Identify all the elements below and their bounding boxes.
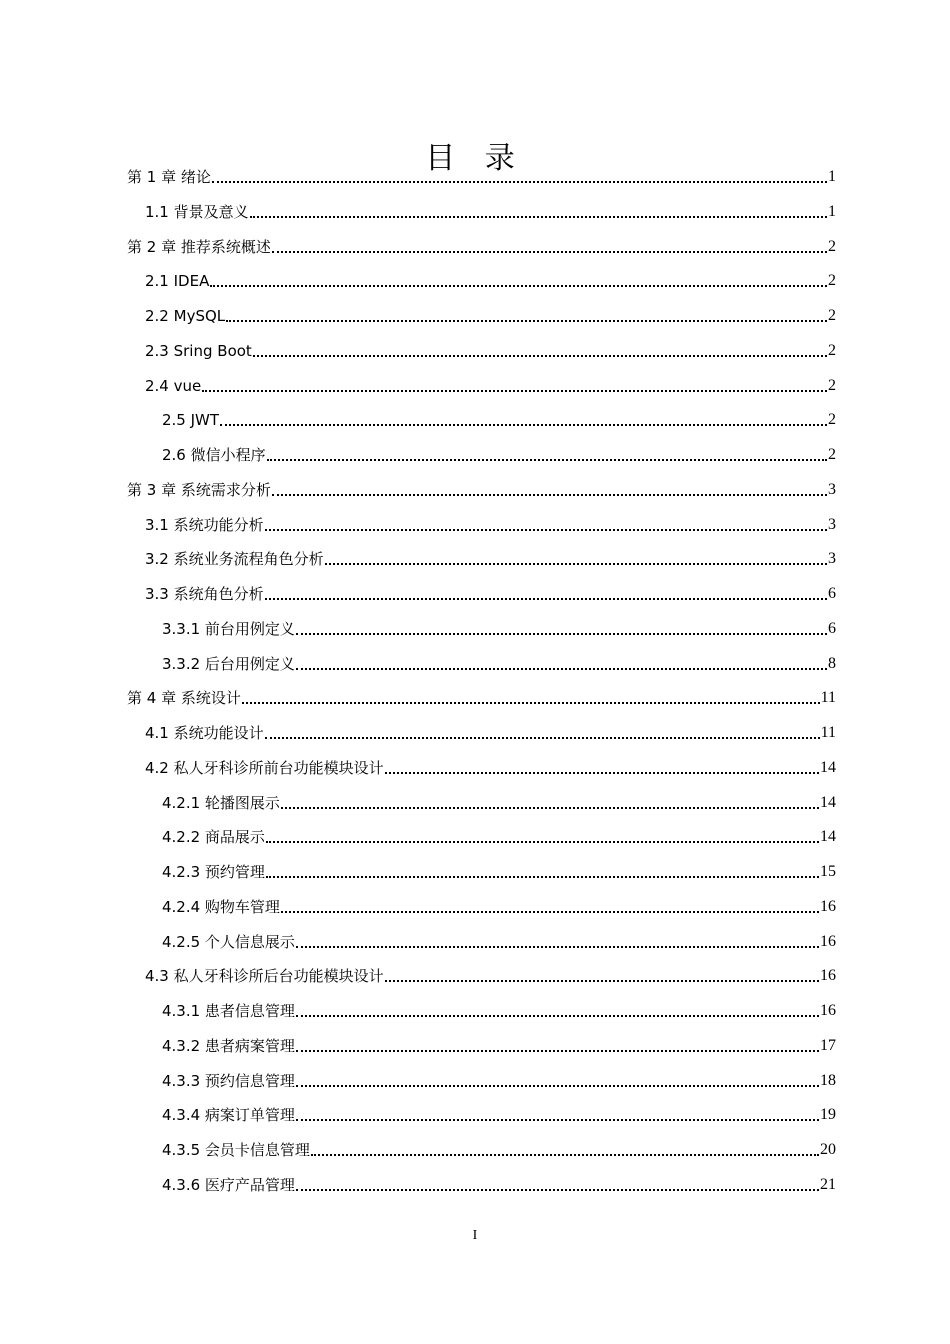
toc-entry-title: 4.2 私人牙科诊所前台功能模块设计 bbox=[145, 758, 384, 777]
toc-entry[interactable] bbox=[162, 819, 836, 853]
toc-entry[interactable] bbox=[162, 1132, 836, 1166]
toc-entry-page: 16 bbox=[820, 897, 836, 915]
toc-entry-title: 3.3.1 前台用例定义 bbox=[162, 619, 295, 638]
toc-entry[interactable] bbox=[127, 229, 836, 263]
toc-entry-title: 4.2.1 轮播图展示 bbox=[162, 793, 280, 812]
toc-entry-page: 2 bbox=[828, 376, 836, 394]
toc-entry[interactable] bbox=[145, 576, 836, 610]
toc-entry[interactable] bbox=[145, 333, 836, 367]
toc-entry-page: 17 bbox=[820, 1036, 836, 1054]
toc-entry-title: 3.3.2 后台用例定义 bbox=[162, 654, 295, 673]
page-title: 目 录 bbox=[425, 141, 525, 177]
toc-dot-leader bbox=[265, 737, 820, 739]
toc-entry-title: 4.3.1 患者信息管理 bbox=[162, 1002, 295, 1020]
toc-entry-page: 11 bbox=[820, 724, 836, 741]
toc-entry-title: 4.3.6 医疗产品管理 bbox=[162, 1175, 295, 1194]
toc-dot-leader bbox=[253, 355, 827, 357]
page-number: I bbox=[472, 1228, 478, 1243]
toc-entry-page: 1 bbox=[828, 168, 836, 185]
toc-dot-leader bbox=[220, 424, 827, 426]
toc-entry[interactable] bbox=[145, 368, 836, 402]
toc-entry[interactable] bbox=[145, 715, 836, 749]
toc-entry-page: 2 bbox=[828, 341, 836, 359]
toc-entry-title: 2.6 微信小程序 bbox=[162, 446, 266, 464]
toc-dot-leader bbox=[385, 980, 819, 982]
toc-entry[interactable] bbox=[145, 958, 836, 992]
toc-dot-leader bbox=[281, 911, 819, 913]
toc-entry-title: 3.3 系统角色分析 bbox=[145, 585, 264, 603]
toc-dot-leader bbox=[266, 841, 819, 843]
toc-dot-leader bbox=[202, 390, 827, 392]
toc-entry-page: 16 bbox=[820, 932, 836, 950]
toc-entry[interactable] bbox=[162, 402, 836, 436]
toc-entry-page: 6 bbox=[828, 619, 836, 637]
toc-entry-title: 4.3.3 预约信息管理 bbox=[162, 1071, 295, 1090]
toc-entry-title: 4.3 私人牙科诊所后台功能模块设计 bbox=[145, 967, 384, 986]
toc-entry-title: 3.1 系统功能分析 bbox=[145, 515, 264, 534]
toc-entry[interactable] bbox=[145, 507, 836, 541]
toc-entry-title: 第 3 章 系统需求分析 bbox=[127, 480, 271, 499]
toc-entry-title: 4.3.2 患者病案管理 bbox=[162, 1036, 295, 1055]
toc-entry-page: 11 bbox=[820, 689, 836, 707]
toc-entry-title: 4.1 系统功能设计 bbox=[145, 724, 264, 742]
toc-dot-leader bbox=[250, 216, 827, 218]
toc-entry[interactable] bbox=[162, 1167, 836, 1201]
toc-dot-leader bbox=[210, 285, 827, 287]
toc-dot-leader bbox=[242, 702, 820, 704]
toc-dot-leader bbox=[281, 807, 819, 809]
toc-entry[interactable] bbox=[127, 159, 836, 193]
toc-entry[interactable] bbox=[162, 646, 836, 680]
toc-entry-title: 4.2.2 商品展示 bbox=[162, 828, 265, 847]
toc-entry-title: 2.2 MySQL bbox=[145, 307, 226, 325]
toc-entry-page: 18 bbox=[820, 1071, 836, 1089]
toc-entry[interactable] bbox=[162, 1097, 836, 1131]
toc-dot-leader bbox=[266, 876, 819, 878]
toc-dot-leader bbox=[212, 181, 827, 183]
toc-entry-title: 4.3.5 会员卡信息管理 bbox=[162, 1141, 310, 1159]
toc-entry-page: 16 bbox=[820, 1002, 836, 1019]
toc-entry-page: 8 bbox=[828, 654, 836, 672]
toc-entry-page: 19 bbox=[820, 1106, 836, 1124]
toc-entry[interactable] bbox=[127, 472, 836, 506]
toc-entry[interactable] bbox=[162, 1028, 836, 1062]
toc-entry-title: 第 1 章 绪论 bbox=[127, 168, 211, 186]
toc-entry-title: 2.4 vue bbox=[145, 376, 202, 395]
toc-dot-leader bbox=[296, 946, 819, 948]
toc-dot-leader bbox=[325, 563, 827, 565]
toc-entry-title: 4.2.5 个人信息展示 bbox=[162, 932, 295, 951]
toc-entry-page: 1 bbox=[828, 202, 836, 220]
toc-entry-page: 3 bbox=[828, 515, 836, 533]
toc-entry-page: 3 bbox=[828, 480, 836, 498]
toc-entry-page: 14 bbox=[820, 793, 836, 811]
toc-entry-title: 2.5 JWT bbox=[162, 411, 220, 430]
toc-entry-title: 3.2 系统业务流程角色分析 bbox=[145, 550, 324, 569]
toc-entry-page: 16 bbox=[820, 967, 836, 985]
toc-entry-page: 3 bbox=[828, 550, 836, 568]
toc-dot-leader bbox=[296, 1189, 819, 1191]
toc-entry-page: 14 bbox=[820, 828, 836, 846]
toc-entry-page: 2 bbox=[828, 446, 836, 463]
toc-entry-page: 2 bbox=[828, 307, 836, 324]
toc-entry-page: 15 bbox=[820, 863, 836, 880]
toc-entry-title: 4.2.4 购物车管理 bbox=[162, 897, 280, 916]
toc-entry[interactable] bbox=[127, 680, 836, 714]
toc-entry[interactable] bbox=[162, 854, 836, 888]
toc-dot-leader bbox=[296, 1050, 819, 1052]
toc-dot-leader bbox=[296, 633, 827, 635]
toc-entry-title: 第 4 章 系统设计 bbox=[127, 689, 241, 708]
toc-dot-leader bbox=[385, 772, 819, 774]
toc-entry[interactable] bbox=[162, 889, 836, 923]
toc-entry-title: 2.3 Sring Boot bbox=[145, 341, 252, 360]
toc-dot-leader bbox=[226, 320, 827, 322]
toc-dot-leader bbox=[265, 529, 827, 531]
toc-entry-page: 2 bbox=[828, 411, 836, 429]
toc-entry[interactable] bbox=[162, 785, 836, 819]
toc-entry[interactable] bbox=[145, 263, 836, 297]
toc-entry[interactable] bbox=[162, 924, 836, 958]
toc-entry-title: 4.2.3 预约管理 bbox=[162, 863, 265, 881]
toc-dot-leader bbox=[272, 494, 827, 496]
toc-entry[interactable] bbox=[162, 993, 836, 1027]
toc-entry-page: 2 bbox=[828, 272, 836, 290]
toc-entry-title: 4.3.4 病案订单管理 bbox=[162, 1106, 295, 1125]
toc-entry-title: 第 2 章 推荐系统概述 bbox=[127, 237, 271, 256]
toc-entry[interactable] bbox=[145, 298, 836, 332]
toc-dot-leader bbox=[296, 668, 827, 670]
toc-entry-page: 6 bbox=[828, 585, 836, 602]
toc-entry[interactable] bbox=[145, 194, 836, 228]
toc-entry-title: 1.1 背景及意义 bbox=[145, 202, 249, 221]
toc-dot-leader bbox=[272, 251, 827, 253]
toc-entry[interactable] bbox=[162, 611, 836, 645]
toc-dot-leader bbox=[311, 1154, 819, 1156]
toc-entry[interactable] bbox=[145, 541, 836, 575]
toc-dot-leader bbox=[296, 1119, 819, 1121]
toc-dot-leader bbox=[267, 459, 827, 461]
toc-entry[interactable] bbox=[162, 437, 836, 471]
toc-entry-page: 14 bbox=[820, 758, 836, 776]
toc-dot-leader bbox=[296, 1085, 819, 1087]
toc-entry-page: 2 bbox=[828, 237, 836, 255]
toc-dot-leader bbox=[265, 598, 827, 600]
toc-dot-leader bbox=[296, 1015, 819, 1017]
toc-entry[interactable] bbox=[162, 1063, 836, 1097]
toc-entry-title: 2.1 IDEA bbox=[145, 272, 210, 291]
toc-entry-page: 21 bbox=[820, 1175, 836, 1193]
toc-entry[interactable] bbox=[145, 750, 836, 784]
toc-entry-page: 20 bbox=[820, 1141, 836, 1158]
